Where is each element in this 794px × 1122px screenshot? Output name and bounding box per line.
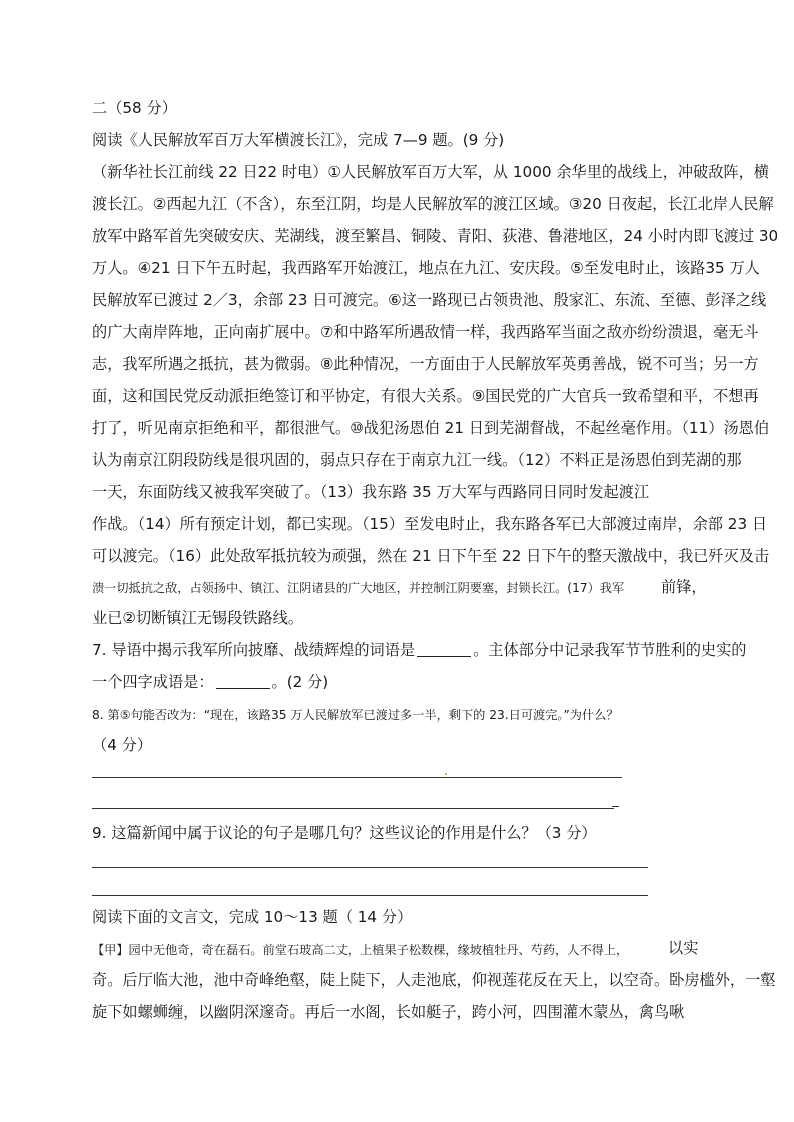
passage-line: 的广大南岸阵地，正向南扩展中。⑦和中路军所遇敌情一样，我西路军当面之敌亦纷纷溃退，毫无斗 bbox=[92, 323, 759, 341]
q7-blank-2[interactable] bbox=[216, 674, 270, 689]
q9-line: 9. 这篇新闻中属于议论的句子是哪几句？这些议论的作用是什么？（3 分） bbox=[92, 824, 597, 842]
passage-last-line: 业已②切断镇江无锡段铁路线。 bbox=[92, 609, 304, 627]
q7-line-2 bbox=[92, 672, 328, 692]
classical-small-line: 【甲】园中无他奇，奇在磊石。前堂石玻高二丈，上植果子松数棵，缘坡植牡丹、芍药，人不得上， bbox=[92, 943, 629, 957]
q7-text-3: 一个四字成语是： bbox=[92, 673, 214, 691]
q8-line-1: 8. 第⑤句能否改为：“现在，该路35 万人民解放军已渡过多一半，剩下的 23.日可渡完。”为什么？ bbox=[92, 708, 619, 722]
q9-answer-line-1[interactable] bbox=[92, 867, 648, 868]
passage-line: 可以渡完。（16）此处敌军抵抗较为顽强，然在 21 日下午至 22 日下午的整天激战中，我已歼灭及击 bbox=[92, 547, 770, 565]
q9-answer-line-2[interactable] bbox=[92, 895, 648, 896]
passage-line: 民解放军已渡过 2／3，余部 23 日可渡完。⑥这一路现已占领贵池、殷家汇、东流、至德、彭泽之线 bbox=[92, 291, 767, 309]
q8-answer-line-1[interactable] bbox=[92, 777, 622, 778]
passage-line: 万人。④21 日下午五时起，我西路军开始渡江，地点在九江、安庆段。⑤至发电时止，该路35 万人 bbox=[92, 259, 760, 277]
reading2-intro: 阅读下面的文言文，完成 10～13 题（ 14 分） bbox=[92, 908, 413, 926]
q7-text-1: 7. 导语中揭示我军所向披靡、战绩辉煌的词语是 bbox=[92, 641, 416, 659]
q8-answer-line-2-tick bbox=[612, 806, 619, 807]
stray-mark bbox=[445, 773, 447, 775]
passage-line: 打了，听见南京拒绝和平，都很泄气。⑩战犯汤恩伯 21 日到芜湖督战，不起丝毫作用。（11）汤恩伯 bbox=[92, 419, 770, 437]
q7-text-2: 。主体部分中记录我军节节胜利的史实的 bbox=[473, 641, 747, 659]
q7-text-4: 。(2 分) bbox=[271, 673, 329, 691]
passage-small-line-tail: 前锋， bbox=[661, 578, 707, 596]
q7-line-1 bbox=[92, 640, 746, 660]
q8-line-2: （4 分） bbox=[92, 736, 153, 754]
passage-line: 认为南京江阴段防线是很巩固的，弱点只存在于南京九江一线。（12）不料正是汤恩伯到芜湖的那 bbox=[92, 451, 742, 469]
q8-answer-line-2[interactable] bbox=[92, 808, 614, 809]
classical-line: 奇。后厅临大池，池中奇峰绝壑，陡上陡下，人走池底，仰视莲花反在天上，以空奇。卧房槛外，一壑 bbox=[92, 971, 776, 989]
reading1-intro: 阅读《人民解放军百万大军横渡长江》，完成 7—9 题。(9 分) bbox=[92, 131, 505, 149]
passage-line: 面，这和国民党反动派拒绝签订和平协定，有很大关系。⑨国民党的广大官兵一致希望和平，不想再 bbox=[92, 387, 759, 405]
passage-line: 放军中路军首先突破安庆、芜湖线，渡至繁昌、铜陵、青阳、荻港、鲁港地区，24 小时内即飞渡过 30 bbox=[92, 227, 779, 245]
section-heading: 二（58 分） bbox=[92, 99, 177, 117]
classical-small-tail: 以实 bbox=[668, 939, 699, 957]
passage-line: 渡长江。②西起九江（不含），东至江阴，均是人民解放军的渡江区域。③20 日夜起，长江北岸人民解 bbox=[92, 195, 774, 213]
passage-line: （新华社长江前线 22 日22 时电）①人民解放军百万大军，从 1000 余华里的战线上，冲破敌阵，横 bbox=[92, 163, 769, 181]
passage-line: 一天，东面防线又被我军突破了。（13）我东路 35 万大军与西路同日同时发起渡江 bbox=[92, 483, 650, 501]
q7-blank-1[interactable] bbox=[417, 642, 471, 657]
passage-line: 作战。（14）所有预定计划，都已实现。（15）至发电时止，我东路各军已大部渡过南岸，余部 23 日 bbox=[92, 515, 768, 533]
passage-line: 志，我军所遇之抵抗，甚为微弱。⑧此种情况，一方面由于人民解放军英勇善战，锐不可当；另一方 bbox=[92, 355, 759, 373]
classical-line: 旋下如螺蛳缠，以幽阴深邃奇。再后一水阁，长如艇子，跨小河，四围灌木蒙丛，禽鸟啾 bbox=[92, 1003, 685, 1021]
passage-small-line: 溃一切抵抗之敌，占领扬中、镇江、江阴诸县的广大地区，并控制江阴要塞，封锁长江。(17）我军 bbox=[92, 581, 625, 595]
